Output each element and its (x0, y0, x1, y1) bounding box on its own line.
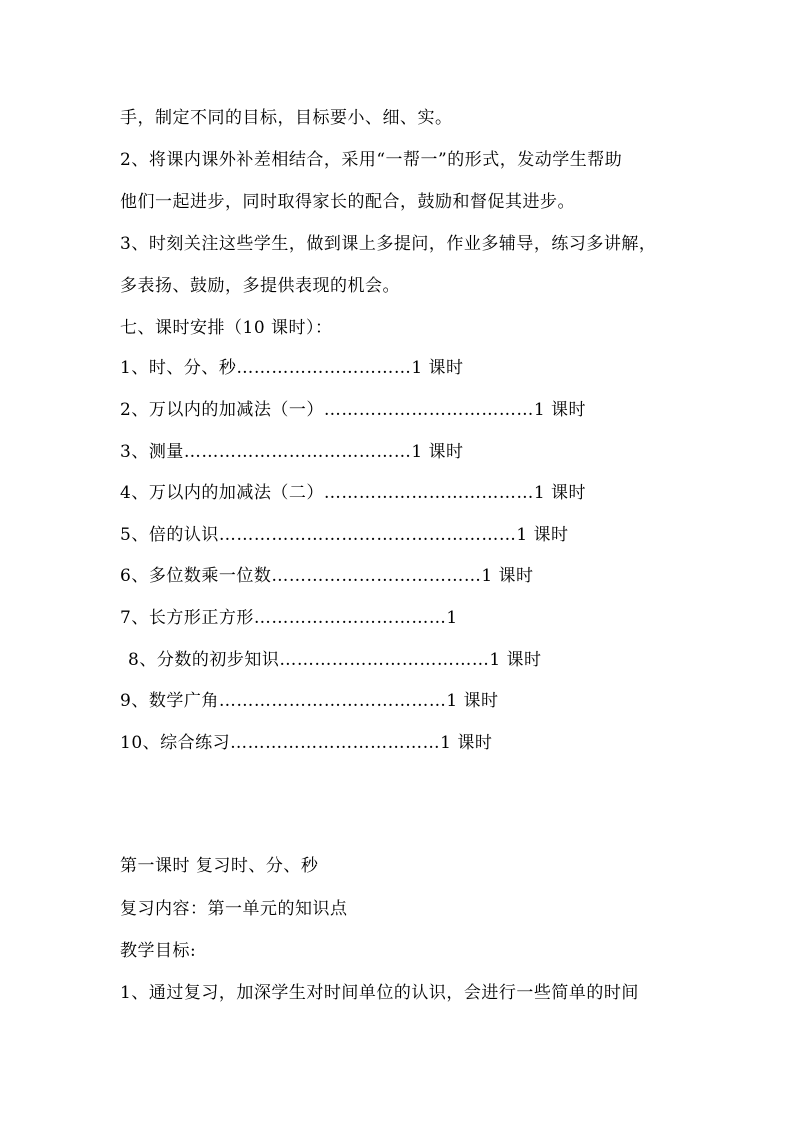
schedule-item: 6、多位数乘一位数………………………………1 课时 (120, 566, 534, 586)
schedule-item: 7、长方形正方形……………………………1 (120, 608, 458, 628)
schedule-item: 8、分数的初步知识………………………………1 课时 (128, 650, 542, 670)
text-line: 3、时刻关注这些学生，做到课上多提问，作业多辅导，练习多讲解， (120, 234, 657, 254)
schedule-item: 4、万以内的加减法（二）………………………………1 课时 (120, 483, 587, 503)
schedule-item: 9、数学广角…………………………………1 课时 (120, 691, 499, 711)
lesson-title: 第一课时 复习时、分、秒 (120, 856, 319, 876)
text-line: 手，制定不同的目标，目标要小、细、实。 (120, 108, 453, 128)
section-heading: 七、课时安排（10 课时）： (120, 318, 333, 338)
text-line: 2、将课内课外补差相结合，采用“一帮一”的形式，发动学生帮助 (120, 150, 623, 170)
text-line: 他们一起进步，同时取得家长的配合，鼓励和督促其进步。 (120, 192, 575, 212)
schedule-item: 1、时、分、秒…………………………1 课时 (120, 358, 464, 378)
schedule-item: 2、万以内的加减法（一）………………………………1 课时 (120, 400, 587, 420)
text-line: 多表扬、鼓励，多提供表现的机会。 (120, 276, 400, 296)
schedule-item: 10、综合练习………………………………1 课时 (120, 733, 493, 753)
schedule-item: 3、测量…………………………………1 课时 (120, 442, 464, 462)
review-content: 复习内容：第一单元的知识点 (120, 899, 348, 919)
teaching-goals-heading: 教学目标: (120, 941, 197, 961)
text-line: 1、通过复习，加深学生对时间单位的认识，会进行一些简单的时间 (120, 983, 639, 1003)
schedule-item: 5、倍的认识……………………………………………1 课时 (120, 525, 569, 545)
